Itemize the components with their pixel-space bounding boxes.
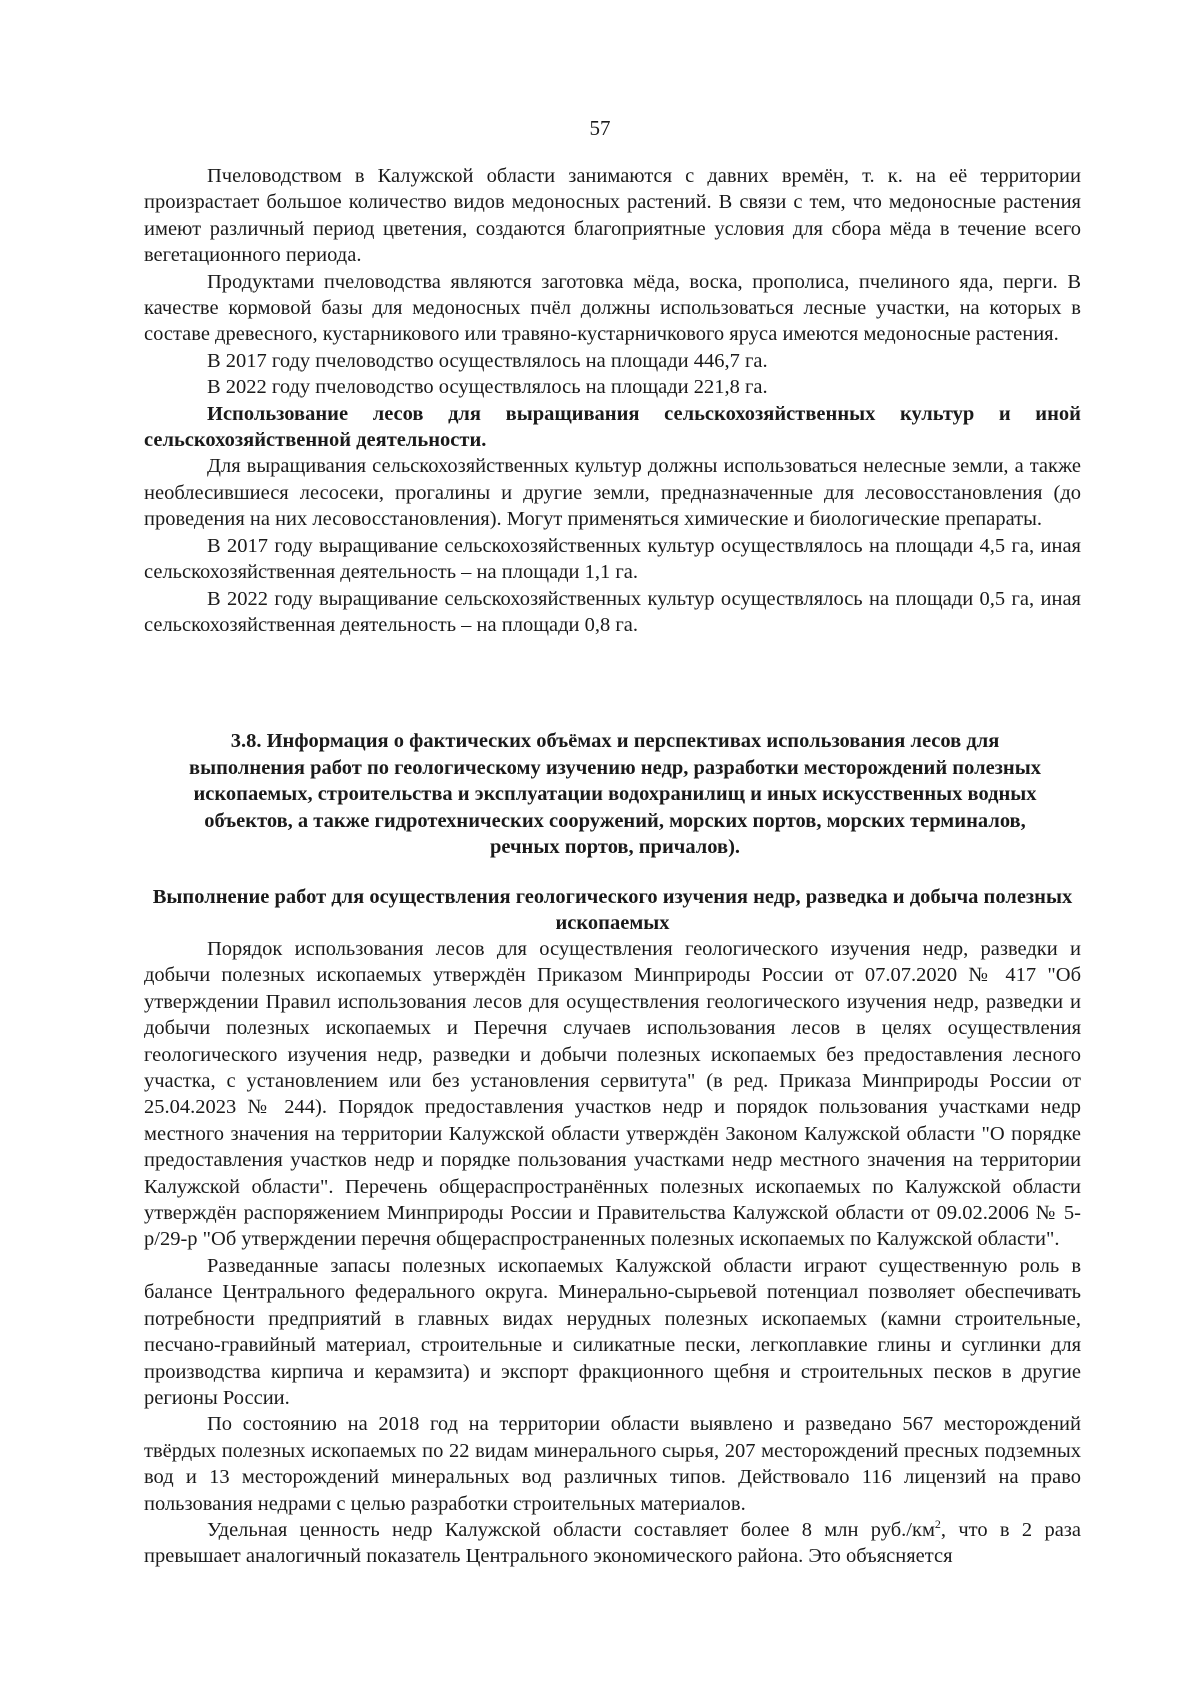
- paragraph-specific-value: [144, 1517, 1081, 1570]
- paragraph-beekeeping-intro: Пчеловодством в Калужской области занимаются с давних времён, т. к. на её территории произрастает большое количество видов медоносных растений. В связи с тем, что медоносные растения имеют различный период цветения, создаются благоприятные условия для сбора мёда в течение всего вегетационного периода.: [144, 165, 1081, 267]
- bold-paragraph-agriculture: Использование лесов для выращивания сельскохозяйственных культур и иной сельскохозяйственной деятельности.: [144, 402, 1081, 452]
- page-number: 57: [589, 116, 611, 140]
- geology-text-block: [144, 936, 1081, 1570]
- paragraph-reserves: Разведанные запасы полезных ископаемых Калужской области играют существенную роль в балансе Центрального федерального округа. Минерально-сырьевой потенциал позволяет обеспечивать потребности предприятий в главных видах нерудных полезных ископаемых (камни строительные, песчано-гравийный материал, строительные и силикатные пески, легкоплавкие глины и суглинки для производства кирпича и керамзита) и экспорт фракционного щебня и строительных песков в другие регионы России.: [144, 1254, 1081, 1409]
- paragraph-geology-order: Порядок использования лесов для осуществления геологического изучения недр, разведки и добычи полезных ископаемых утверждён Приказом Минприроды России от 07.07.2020 № 417 "Об утверждении Правил использования лесов для осуществления геологического изучения недр, разведки и добычи полезных ископаемых и Перечня случаев использования лесов в целях осуществления геологического изучения недр, разведки и добычи полезных ископаемых без предоставления лесного участка, с установлением или без установления сервитута" (в ред. Приказа Минприроды России от 25.04.2023 № 244). Порядок предоставления участков недр и порядок пользования участками недр местного значения на территории Калужской области утверждён Законом Калужской области "О порядке предоставления участков недр и порядке пользования участками недр местного значения на территории Калужской области". Перечень общераспространённых полезных ископаемых по Калужской области утверждён распоряжением Минприроды России и Правительства Калужской области от 09.02.2006 № 5-р/29-р "Об утверждении перечня общераспространенных полезных ископаемых по Калужской области".: [144, 938, 1081, 1251]
- paragraph-agri-2017: В 2017 году выращивание сельскохозяйственных культур осуществлялось на площади 4,5 га, иная сельскохозяйственная деятельность – на площади 1,1 га.: [144, 534, 1081, 584]
- subsection-heading: Выполнение работ для осуществления геологического изучения недр, разведка и добыча полезных ископаемых: [152, 886, 1073, 935]
- paragraph-agri-2022: В 2022 году выращивание сельскохозяйственных культур осуществлялось на площади 0,5 га, иная сельскохозяйственная деятельность – на площади 0,8 га.: [144, 587, 1081, 636]
- section-heading: 3.8. Информация о фактических объёмах и перспективах использования лесов для выполнения работ по геологическому изучению недр, разработки месторождений полезных ископаемых, строительства и эксплуатации водохранилищ и иных искусственных водных объектов, а также гидротехнических сооружений, морских портов, морских терминалов, речных портов, причалов).: [189, 730, 1041, 859]
- specific-value-text-end: , что в 2 раза превышает аналогичный показатель Центрального экономического района. Это объясняется: [144, 1518, 1081, 1568]
- paragraph-beekeeping-2022: В 2022 году пчеловодство осуществлялось на площади 221,8 га.: [207, 376, 768, 399]
- paragraph-deposits-2018: По состоянию на 2018 год на территории области выявлено и разведано 567 месторождений твёрдых полезных ископаемых по 22 видам минерального сырья, 207 месторождений пресных подземных вод и 13 месторождений минеральных вод различных типов. Действовало 116 лицензий на право пользования недрами с целью разработки строительных материалов.: [144, 1413, 1081, 1515]
- top-text-block: [144, 163, 1081, 638]
- specific-value-text-start: Удельная ценность недр Калужской области составляет более 8 млн руб./км: [207, 1518, 935, 1541]
- paragraph-agri-lands: Для выращивания сельскохозяйственных культур должны использоваться нелесные земли, а также необлесившиеся лесосеки, прогалины и другие земли, предназначенные для лесовосстановления (до проведения на них лесовосстановления). Могут применяться химические и биологические препараты.: [144, 455, 1081, 531]
- superscript-two: 2: [934, 1517, 941, 1532]
- paragraph-beekeeping-2017: В 2017 году пчеловодство осуществлялось на площади 446,7 га.: [207, 349, 768, 372]
- paragraph-beekeeping-products: Продуктами пчеловодства являются заготовка мёда, воска, прополиса, пчелиного яда, перги. В качестве кормовой базы для медоносных пчёл должны использоваться лесные участки, на которых в составе древесного, кустарникового или травяно-кустарничкового яруса имеются медоносные растения.: [144, 270, 1081, 346]
